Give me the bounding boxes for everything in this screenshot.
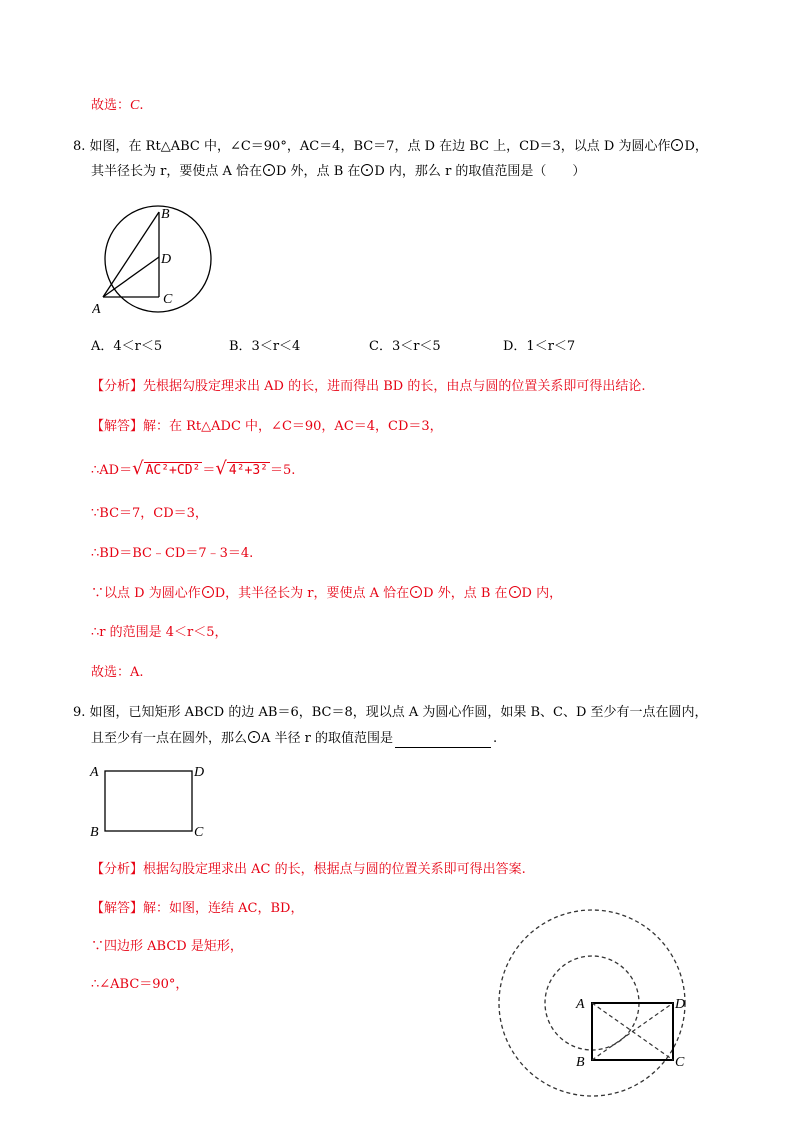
q9-step-rect: ∵四边形 ABCD 是矩形， [91, 939, 243, 954]
q8-answer: 故选：A. [91, 665, 144, 680]
solution-tag: 【解答】 [91, 419, 144, 434]
circle-dot-icon [248, 731, 260, 743]
q8-figure [92, 200, 232, 320]
q8-analysis [91, 378, 645, 396]
circle-dot-icon [361, 164, 373, 176]
prev-answer [91, 97, 144, 115]
q9-line2 [91, 730, 497, 748]
q8-line2 [91, 163, 585, 181]
circle-dot-icon [410, 586, 422, 598]
step-ad-eq: ＝ [202, 463, 216, 478]
q9-analysis [91, 861, 526, 879]
analysis-tag: 【分析】 [91, 862, 144, 877]
analysis-text: 根据勾股定理求出 AC 的长，根据点与圆的位置关系即可得出答案. [143, 862, 526, 877]
q8-text-1-end: D， [684, 139, 708, 154]
q8-label-c: C [163, 292, 173, 307]
sqrt-expression-1: AC²+CD² [145, 463, 201, 478]
q8-label-a: A [92, 302, 101, 317]
q9-text-1: 如图，已知矩形 ABCD 的边 AB＝6，BC＝8，现以点 A 为圆心作圆，如果 B、C、D 至少有一点在圆内， [89, 705, 708, 720]
q8-number: 8. [73, 139, 86, 154]
solution-intro-text: 解：如图，连结 AC，BD， [143, 901, 304, 916]
q9-sol-label-c: C [675, 1055, 685, 1070]
q8-option-a: A．4＜r＜5 [91, 339, 163, 354]
prev-answer-choice: C [130, 98, 140, 113]
q9-solution-intro [91, 900, 303, 918]
analysis-text: 先根据勾股定理求出 AD 的长，进而得出 BD 的长，由点与圆的位置关系即可得出结论. [143, 379, 646, 394]
q8-option-b: B．3＜r＜4 [229, 339, 301, 354]
q8-step-bd: ∴BD＝BC﹣CD＝7﹣3＝4. [91, 546, 254, 561]
step-circle-b: D，其半径长为 r，要使点 A 恰在 [214, 586, 410, 601]
q8-text-2c: D 内，那么 r 的取值范围是（ ） [374, 164, 586, 179]
q8-text-2b: D 外，点 B 在 [276, 164, 361, 179]
q9-sol-label-b: B [576, 1055, 585, 1070]
step-ad-result: ＝5. [270, 463, 296, 478]
q9-line1 [73, 704, 708, 722]
answer-blank[interactable] [395, 734, 491, 748]
step-circle-a: ∵以点 D 为圆心作 [91, 586, 201, 601]
prev-answer-end: . [139, 98, 144, 113]
q8-text-2a: 其半径长为 r，要使点 A 恰在 [91, 164, 262, 179]
prev-answer-text: 故选： [91, 98, 131, 113]
q9-label-c: C [194, 825, 204, 840]
q9-solution-figure [495, 906, 725, 1136]
q9-step-angle: ∴∠ABC＝90°， [91, 977, 189, 992]
q8-step-range: ∴r 的范围是 4＜r＜5， [91, 625, 228, 640]
solution-tag: 【解答】 [91, 901, 144, 916]
q9-text-2b: A 半径 r 的取值范围是 [261, 731, 394, 746]
circle-dot-icon [202, 586, 214, 598]
q8-solution-intro [91, 418, 443, 436]
step-ad-prefix: ∴AD＝ [91, 463, 133, 478]
step-circle-d: D 内， [521, 586, 563, 601]
q9-text-2-end: . [493, 731, 498, 746]
circle-dot-icon [509, 586, 521, 598]
q8-step-circle [91, 585, 562, 603]
q8-option-d: D．1＜r＜7 [503, 339, 576, 354]
q9-text-2a: 且至少有一点在圆外，那么 [91, 731, 248, 746]
q9-figure [88, 760, 218, 840]
q8-line1 [73, 138, 708, 156]
q9-label-b: B [90, 825, 99, 840]
q9-label-a: A [90, 765, 99, 780]
q8-label-b: B [161, 207, 170, 222]
solution-intro-text: 解：在 Rt△ADC 中，∠C＝90，AC＝4，CD＝3， [143, 419, 443, 434]
q8-option-c: C．3＜r＜5 [369, 339, 441, 354]
analysis-tag: 【分析】 [91, 379, 144, 394]
step-circle-c: D 外，点 B 在 [423, 586, 508, 601]
circle-dot-icon [263, 164, 275, 176]
q9-sol-label-a: A [576, 997, 585, 1012]
q9-number: 9. [73, 705, 86, 720]
sqrt-expression-2: 4²+3² [228, 463, 269, 478]
q8-text-1: 如图，在 Rt△ABC 中，∠C＝90°，AC＝4，BC＝7，点 D 在边 BC 上，CD＝3，以点 D 为圆心作 [89, 139, 671, 154]
circle-dot-icon [671, 139, 683, 151]
q9-sol-label-d: D [675, 997, 686, 1012]
q8-step-because: ∵BC＝7，CD＝3， [91, 506, 208, 521]
q8-label-d: D [161, 252, 172, 267]
q8-step-ad: ∴AD＝√ AC²+CD² ＝√ 4²+3² ＝5. [91, 458, 296, 479]
q9-label-d: D [194, 765, 205, 780]
